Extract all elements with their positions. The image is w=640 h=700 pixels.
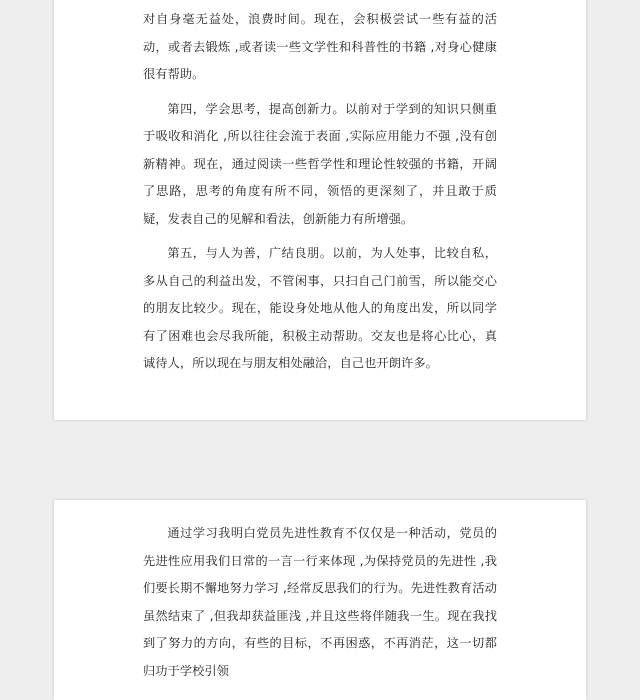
- paragraph-summary: 通过学习我明白党员先进性教育不仅仅是一种活动，党员的先进性应用我们日常的一言一行来体现 ,为保持党员的先进性 ,我们要长期不懈地努力学习 ,经常反思我们的行为。先进性教育活动虽然结束了 ,但我却获益匪浅 ,并且这些将伴随我一生。现在我找到了努力的方向，有些的目标，不再困惑，不再消茫，这一切都归功于学校引领: [143, 526, 497, 678]
- document-page: [54, 0, 586, 420]
- paragraph-fifth-point: 第五，与人为善，广结良朋。以前，为人处事，比较自私，多从自己的利益出发，不管闲事，只扫自己门前雪，所以能交心的朋友比较少。现在，能设身处地从他人的角度出发，所以同学有了困难也会尽我所能，积极主动帮助。交友也是将心比心，真诚待人，所以现在与朋友相处融洽，自己也开朗许多。: [143, 246, 497, 370]
- paragraph-continued: 对自身毫无益处，浪费时间。现在，会积极尝试一些有益的活动，或者去锻炼 ,或者读一些文学性和科普性的书籍 ,对身心健康很有帮助。: [143, 12, 497, 81]
- paragraph-fourth-point: 第四，学会思考，提高创新力。以前对于学到的知识只侧重于吸收和消化 ,所以往往会流于表面 ,实际应用能力不强 ,没有创新精神。现在，通过阅读一些哲学性和理论性较强的书籍，开阔了思路，思考的角度有所不同，领悟的更深刻了，并且敢于质疑，发表自己的见解和看法，创新能力有所增强。: [143, 101, 497, 226]
- document-page-next: [54, 500, 586, 700]
